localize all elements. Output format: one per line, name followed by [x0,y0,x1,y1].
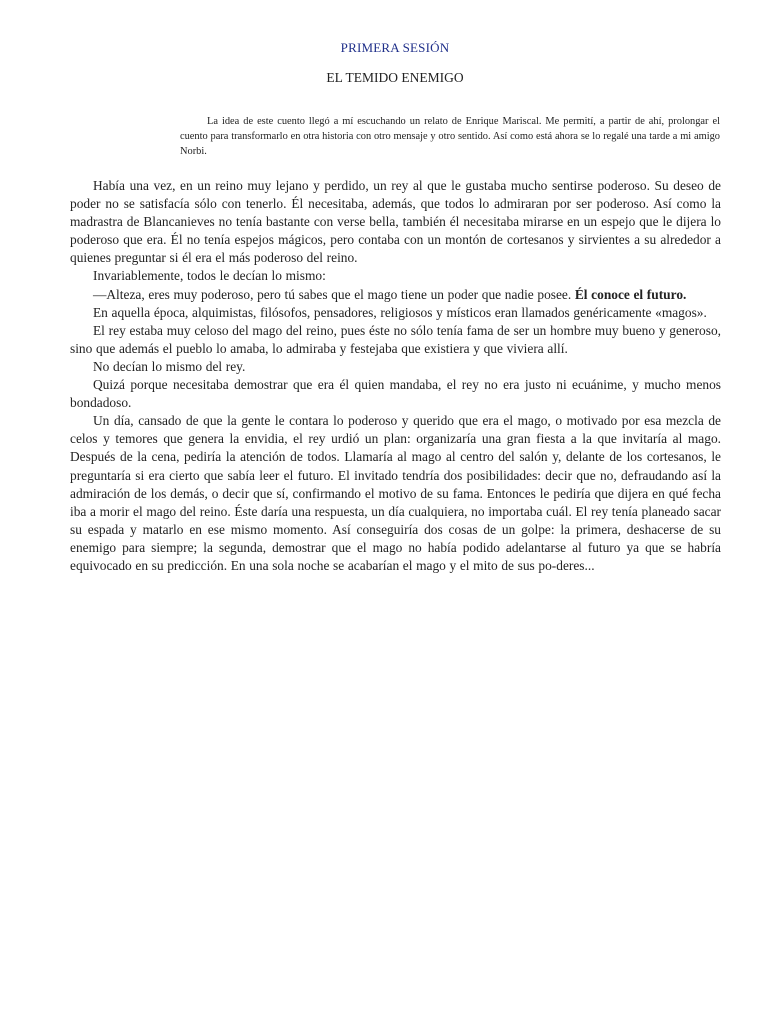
story-paragraph: El rey estaba muy celoso del mago del reino, pues éste no sólo tenía fama de ser un hombre muy bueno y generoso, sino que además el pueblo lo amaba, lo admiraba y festejaba que existiera y que viviera allí. [70,322,721,356]
chapter-title: EL TEMIDO ENEMIGO [326,70,464,85]
story-paragraph-dialogue [70,286,721,304]
dialogue-emphasis: Él conoce el futuro. [574,286,687,302]
session-title: PRIMERA SESIÓN [340,40,450,55]
story-body [70,177,721,575]
story-paragraph: No decían lo mismo del rey. [93,358,246,374]
intro-note: La idea de este cuento llegó a mí escuchando un relato de Enrique Mariscal. Me permití, a partir de ahí, prolongar el cuento para transformarlo en otra historia con otro mensaje y otro sentido. Así como está ahora se lo regalé una tarde a mi amigo Norbi. [180,116,720,157]
story-paragraph: Un día, cansado de que la gente le contara lo poderoso y querido que era el mago, o motivado por esa mezcla de celos y temores que genera la envidia, el rey urdió un plan: organizaría una gran fiesta a la que invitaría al mago. Después de la cena, pediría la atención de todos. Llamaría al mago al centro del salón y, delante de los cortesanos, le preguntaría si era cierto que sabía leer el futuro. El invitado tendría dos posibilidades: decir que no, defraudando así la admiración de los demás, o decir que sí, confirmando el motivo de su fama. Entonces le pediría que dijera en qué fecha iba a morir el mago del reino. Éste daría una respuesta, un día cualquiera, no importaba cuál. El rey tenía planeado sacar su espada y matarlo en ese mismo momento. Así conseguiría dos cosas de un golpe: la primera, deshacerse de su enemigo para siempre; la segunda, demostrar que el mago no había podido adelantarse al futuro ya que se habría equivocado en su predicción. En una sola noche se acabarían el mago y el mito de sus po-deres... [70,413,721,573]
story-paragraph: Quizá porque necesitaba demostrar que era él quien mandaba, el rey no era justo ni ecuánime, y mucho menos bondadoso. [70,377,721,411]
story-paragraph: Había una vez, en un reino muy lejano y perdido, un rey al que le gustaba mucho sentirse poderoso. Su deseo de poder no se satisfacía sólo con tenerlo. Él necesitaba, además, que todos lo admiraran por ser poderoso. Así como la madrastra de Blancanieves no tenía bastante con verse bella, también él necesitaba mirarse en un espejo que le dijera lo poderoso que era. Él no tenía espejos mágicos, pero contaba con un montón de cortesanos y sirvientes a su alrededor a quienes preguntar si él era el más poderoso del reino. [70,178,721,266]
dialogue-text: —Alteza, eres muy poderoso, pero tú sabes que el mago tiene un poder que nadie posee. [93,286,575,302]
story-paragraph: En aquella época, alquimistas, filósofos, pensadores, religiosos y místicos eran llamados genéricamente «magos». [93,304,707,320]
story-paragraph: Invariablemente, todos le decían lo mismo: [93,268,326,284]
